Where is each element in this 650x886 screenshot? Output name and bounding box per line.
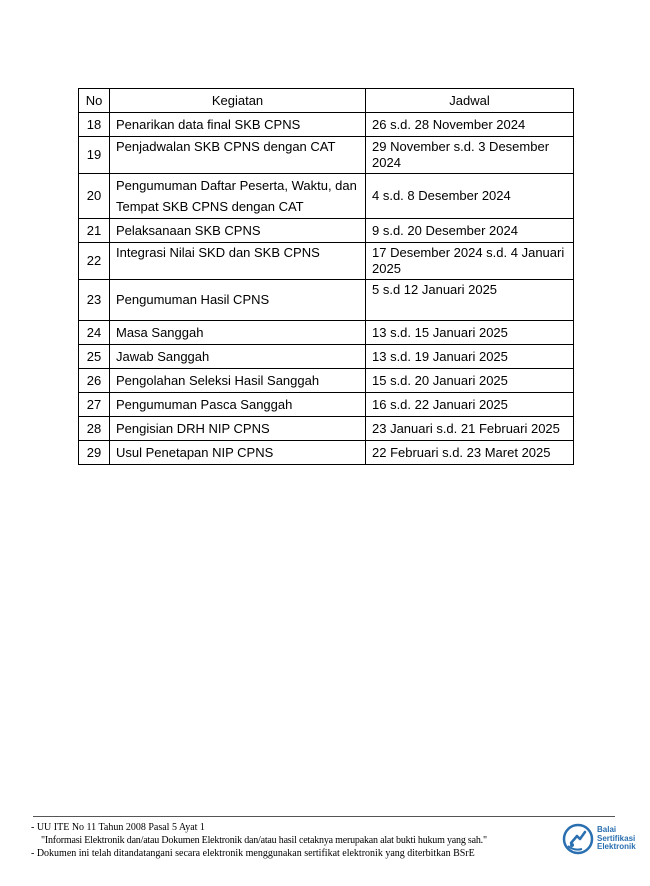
- row-kegiatan: Penarikan data final SKB CPNS: [110, 113, 366, 137]
- row-kegiatan: Jawab Sanggah: [110, 345, 366, 369]
- table-row: [79, 280, 574, 321]
- footer-line-quote: "Informasi Elektronik dan/atau Dokumen Elektronik dan/atau hasil cetaknya merupakan alat bukti hukum yang sah.": [41, 835, 487, 846]
- row-no: 21: [79, 219, 110, 243]
- row-kegiatan: Pengumuman Daftar Peserta, Waktu, dan Tempat SKB CPNS dengan CAT: [110, 174, 366, 219]
- row-jadwal: 13 s.d. 15 Januari 2025: [366, 321, 574, 345]
- logo-line-balai: Balai: [597, 825, 617, 835]
- table-row: [79, 243, 574, 280]
- footer-line-signature: - Dokumen ini telah ditandatangani secara elektronik menggunakan sertifikat elektronik yang diterbitkan BSrE: [31, 848, 475, 859]
- table-row: [79, 369, 574, 393]
- row-no: 18: [79, 113, 110, 137]
- row-jadwal: 29 November s.d. 3 Desember 2024: [366, 137, 574, 174]
- footer-notice: [31, 821, 571, 860]
- table-row: [79, 321, 574, 345]
- logo-line-sertifikasi: Sertifikasi: [597, 833, 636, 843]
- table-row: [79, 174, 574, 219]
- schedule-table: [78, 88, 574, 465]
- header-no: No: [79, 89, 110, 113]
- row-no: 27: [79, 393, 110, 417]
- row-jadwal: 26 s.d. 28 November 2024: [366, 113, 574, 137]
- row-no: 19: [79, 137, 110, 174]
- row-no: 28: [79, 417, 110, 441]
- row-no: 24: [79, 321, 110, 345]
- row-kegiatan: Masa Sanggah: [110, 321, 366, 345]
- row-no: 29: [79, 441, 110, 465]
- row-kegiatan: Penjadwalan SKB CPNS dengan CAT: [110, 137, 366, 174]
- row-no: 25: [79, 345, 110, 369]
- row-kegiatan: Pelaksanaan SKB CPNS: [110, 219, 366, 243]
- row-kegiatan: Pengolahan Seleksi Hasil Sanggah: [110, 369, 366, 393]
- table-header-row: [79, 89, 574, 113]
- bsre-logo-icon: [562, 823, 594, 855]
- table-row: [79, 219, 574, 243]
- table-row: [79, 113, 574, 137]
- row-jadwal: 22 Februari s.d. 23 Maret 2025: [366, 441, 574, 465]
- table-row: [79, 441, 574, 465]
- row-kegiatan: Usul Penetapan NIP CPNS: [110, 441, 366, 465]
- row-kegiatan: Pengumuman Hasil CPNS: [110, 280, 366, 321]
- table-row: [79, 137, 574, 174]
- footer-divider: [33, 816, 615, 817]
- row-no: 20: [79, 174, 110, 219]
- footer-line-law: - UU ITE No 11 Tahun 2008 Pasal 5 Ayat 1: [31, 822, 205, 833]
- row-jadwal: 23 Januari s.d. 21 Februari 2025: [366, 417, 574, 441]
- header-kegiatan: Kegiatan: [110, 89, 366, 113]
- header-jadwal: Jadwal: [366, 89, 574, 113]
- row-no: 23: [79, 280, 110, 321]
- row-no: 22: [79, 243, 110, 280]
- table-row: [79, 417, 574, 441]
- table-row: [79, 393, 574, 417]
- row-jadwal: 13 s.d. 19 Januari 2025: [366, 345, 574, 369]
- row-jadwal: 15 s.d. 20 Januari 2025: [366, 369, 574, 393]
- row-no: 26: [79, 369, 110, 393]
- bsre-logo-text: [597, 826, 636, 852]
- row-kegiatan: Integrasi Nilai SKD dan SKB CPNS: [110, 243, 366, 280]
- table-row: [79, 345, 574, 369]
- logo-line-elektronik: Elektronik: [597, 842, 636, 852]
- row-kegiatan: Pengumuman Pasca Sanggah: [110, 393, 366, 417]
- row-jadwal: 16 s.d. 22 Januari 2025: [366, 393, 574, 417]
- row-jadwal: 9 s.d. 20 Desember 2024: [366, 219, 574, 243]
- row-jadwal: 17 Desember 2024 s.d. 4 Januari 2025: [366, 243, 574, 280]
- row-jadwal: 5 s.d 12 Januari 2025: [366, 280, 574, 321]
- row-jadwal: 4 s.d. 8 Desember 2024: [366, 174, 574, 219]
- bsre-logo: [562, 822, 644, 856]
- row-kegiatan: Pengisian DRH NIP CPNS: [110, 417, 366, 441]
